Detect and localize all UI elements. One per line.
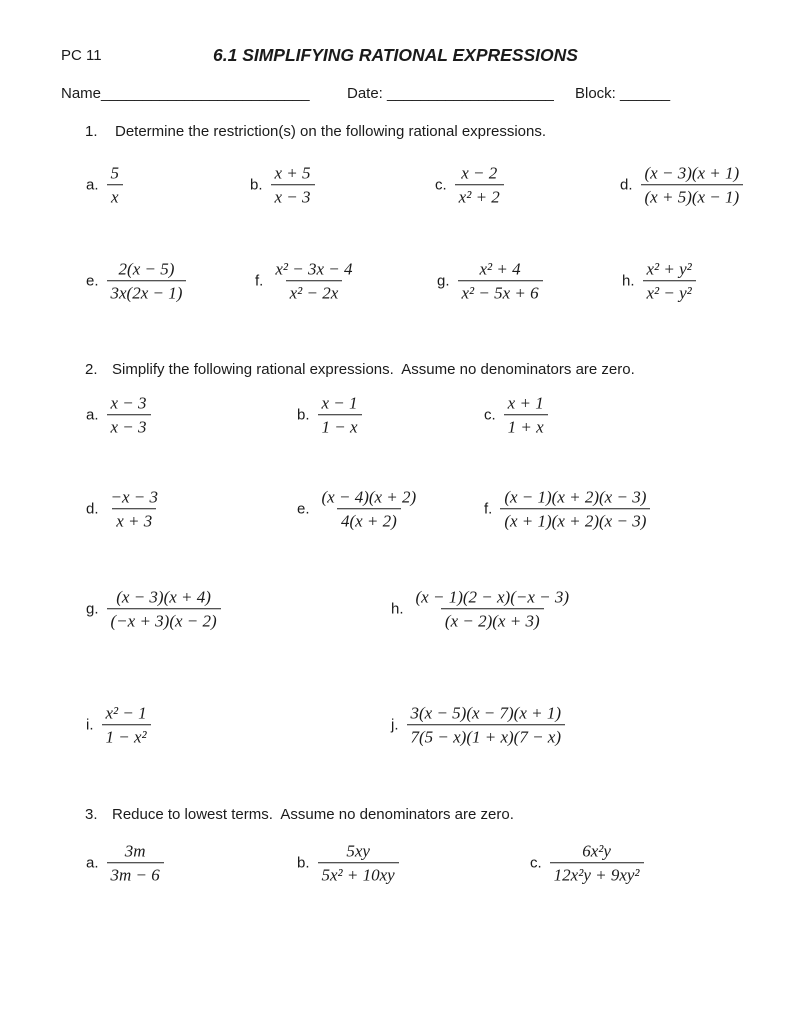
item-label: h.: [391, 600, 404, 618]
fraction: [318, 840, 399, 886]
fraction-numerator: −x − 3: [110, 487, 159, 507]
fraction: [641, 162, 744, 208]
fraction-denominator: (−x + 3)(x − 2): [107, 609, 221, 632]
fraction-denominator: 7(5 − x)(1 + x)(7 − x): [407, 725, 566, 748]
fraction: [107, 486, 163, 532]
fraction-denominator: 4(x + 2): [337, 509, 401, 532]
item-label: f.: [255, 272, 264, 290]
q3-item-a: [86, 840, 164, 886]
fraction-numerator: x − 1: [321, 393, 358, 413]
q2-item-h: [391, 586, 573, 632]
fraction: [455, 162, 504, 208]
q1-item-b: [250, 162, 315, 208]
q1-item-e: [86, 258, 186, 304]
fraction-denominator: (x − 2)(x + 3): [441, 609, 544, 632]
fraction: [643, 258, 696, 304]
fraction: [407, 702, 566, 748]
block-field: [575, 85, 670, 102]
q2-prompt: Simplify the following rational expressions. Assume no denominators are zero.: [112, 361, 635, 378]
item-label: f.: [484, 500, 493, 518]
item-label: g.: [86, 600, 99, 618]
fraction: [318, 392, 362, 438]
fraction-numerator: 5xy: [346, 841, 370, 861]
block-label: Block:: [575, 85, 621, 102]
fraction-denominator: (x + 5)(x − 1): [641, 185, 744, 208]
date-line: ____________________: [387, 85, 554, 102]
q3-item-b: [297, 840, 399, 886]
q2-item-d: [86, 486, 162, 532]
fraction-numerator: 5: [110, 163, 120, 183]
fraction-denominator: 12x²y + 9xy²: [550, 863, 644, 886]
worksheet-title: 6.1 SIMPLIFYING RATIONAL EXPRESSIONS: [213, 45, 578, 65]
fraction-denominator: 3m − 6: [107, 863, 164, 886]
item-label: j.: [391, 716, 399, 734]
fraction-denominator: x² + 2: [455, 185, 504, 208]
q1-item-d: [620, 162, 743, 208]
q2-item-c: [484, 392, 548, 438]
item-label: c.: [530, 854, 542, 872]
fraction-denominator: x + 3: [112, 509, 156, 532]
q2-item-e: [297, 486, 420, 532]
q1-item-c: [435, 162, 504, 208]
q2-item-g: [86, 586, 221, 632]
fraction: [271, 258, 356, 304]
fraction: [107, 840, 164, 886]
fraction-numerator: (x − 4)(x + 2): [321, 487, 417, 507]
q2-item-b: [297, 392, 362, 438]
fraction-numerator: (x − 3)(x + 4): [116, 587, 211, 607]
fraction-numerator: x² − 3x − 4: [275, 259, 353, 279]
fraction-numerator: 3(x − 5)(x − 7)(x + 1): [410, 703, 562, 723]
q1-item-g: [437, 258, 543, 304]
name-field: [61, 85, 310, 102]
q2-item-i: [86, 702, 151, 748]
item-label: a.: [86, 406, 99, 424]
fraction-denominator: 1 − x²: [102, 725, 151, 748]
fraction-numerator: 3m: [124, 841, 146, 861]
q3-number: 3.: [85, 806, 98, 823]
fraction-denominator: 1 + x: [504, 415, 548, 438]
fraction: [500, 486, 650, 532]
date-field: [347, 85, 554, 102]
name-label: Name: [61, 85, 102, 102]
item-label: d.: [86, 500, 99, 518]
fraction-numerator: (x − 1)(x + 2)(x − 3): [504, 487, 647, 507]
fraction-numerator: 6x²y: [582, 841, 611, 861]
fraction-denominator: x² − 5x + 6: [458, 281, 543, 304]
item-label: b.: [297, 854, 310, 872]
fraction: [318, 486, 421, 532]
fraction-numerator: x² − 1: [105, 703, 147, 723]
item-label: d.: [620, 176, 633, 194]
fraction-denominator: x² − y²: [643, 281, 696, 304]
fraction: [458, 258, 543, 304]
fraction-numerator: (x − 1)(2 − x)(−x − 3): [415, 587, 570, 607]
fraction-numerator: x − 3: [110, 393, 147, 413]
fraction-numerator: x − 2: [461, 163, 498, 183]
fraction-denominator: x: [107, 185, 123, 208]
item-label: h.: [622, 272, 635, 290]
q1-item-h: [622, 258, 696, 304]
item-label: c.: [484, 406, 496, 424]
item-label: g.: [437, 272, 450, 290]
fraction-denominator: 3x(2x − 1): [107, 281, 187, 304]
q1-item-f: [255, 258, 356, 304]
item-label: a.: [86, 176, 99, 194]
fraction-numerator: x + 5: [274, 163, 311, 183]
name-line: _________________________: [101, 85, 310, 102]
fraction-denominator: x² − 2x: [286, 281, 343, 304]
fraction-numerator: 2(x − 5): [118, 259, 175, 279]
item-label: i.: [86, 716, 94, 734]
q2-item-f: [484, 486, 650, 532]
fraction: [107, 392, 151, 438]
fraction: [107, 586, 221, 632]
q2-number: 2.: [85, 361, 98, 378]
fraction-numerator: x + 1: [507, 393, 544, 413]
fraction-denominator: (x + 1)(x + 2)(x − 3): [500, 509, 650, 532]
fraction-denominator: 1 − x: [318, 415, 362, 438]
fraction: [412, 586, 574, 632]
fraction: [271, 162, 315, 208]
q3-prompt: Reduce to lowest terms. Assume no denominators are zero.: [112, 806, 514, 823]
fraction-numerator: x² + 4: [479, 259, 521, 279]
date-label: Date:: [347, 85, 388, 102]
q1-item-a: [86, 162, 123, 208]
course-label: PC 11: [61, 47, 102, 64]
item-label: c.: [435, 176, 447, 194]
fraction: [504, 392, 548, 438]
fraction-denominator: x − 3: [271, 185, 315, 208]
fraction-denominator: x − 3: [107, 415, 151, 438]
fraction-denominator: 5x² + 10xy: [318, 863, 399, 886]
item-label: e.: [86, 272, 99, 290]
q3-item-c: [530, 840, 644, 886]
fraction: [550, 840, 644, 886]
fraction: [107, 162, 124, 208]
q2-item-j: [391, 702, 565, 748]
item-label: b.: [250, 176, 263, 194]
item-label: a.: [86, 854, 99, 872]
q1-number: 1.: [85, 123, 98, 140]
block-line: ______: [620, 85, 671, 102]
fraction-numerator: (x − 3)(x + 1): [644, 163, 740, 183]
fraction: [107, 258, 187, 304]
item-label: e.: [297, 500, 310, 518]
fraction-numerator: x² + y²: [646, 259, 692, 279]
q1-prompt: Determine the restriction(s) on the following rational expressions.: [115, 123, 547, 140]
fraction: [102, 702, 151, 748]
q2-item-a: [86, 392, 151, 438]
item-label: b.: [297, 406, 310, 424]
